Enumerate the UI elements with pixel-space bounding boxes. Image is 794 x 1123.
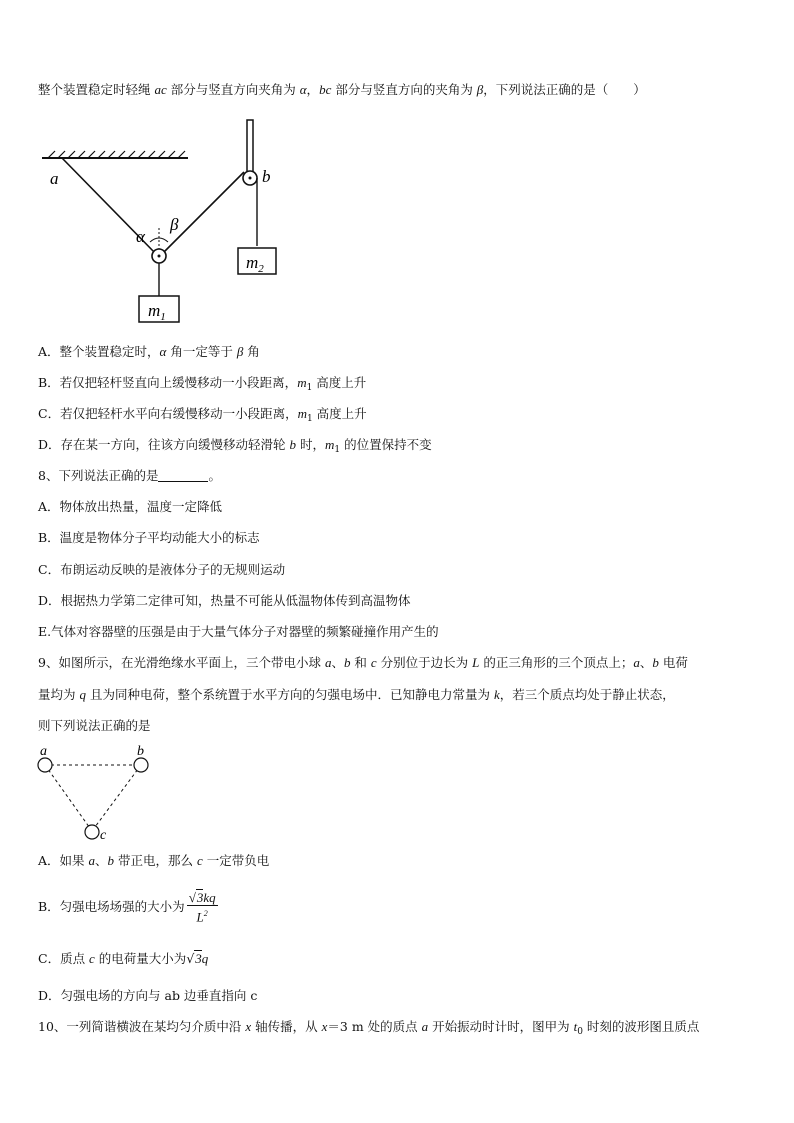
q7-option-c: C．若仅把轻杆水平向右缓慢移动一小段距离，$m_1$ 高度上升 [38,406,367,424]
q8-option-d: D．根据热力学第二定律可知，热量不可能从低温物体传到高温物体 [38,593,411,608]
q7-stem: 整个装置稳定时轻绳 ac 部分与竖直方向夹角为 α，bc 部分与竖直方向的夹角为 β，下列说法正确的是（ ） [38,82,646,97]
label-a: a [40,744,47,759]
q8-option-b: B．温度是物体分子平均动能大小的标志 [38,530,260,545]
answer-blank [158,469,208,482]
label-alpha: α [136,227,145,246]
q7-option-a: A．整个装置稳定时，α 角一定等于 β 角 [38,344,260,359]
label-m2: m [246,253,259,272]
label-b: b [262,167,271,186]
q7-option-b: B．若仅把轻杆竖直向上缓慢移动一小段距离，$m_1$ 高度上升 [38,375,367,393]
svg-text:m2: $m_2$ [246,253,264,275]
q9-option-a: A．如果 a、b 带正电，那么 c 一定带负电 [38,853,270,868]
q10-stem: 10、一列简谐横波在某均匀介质中沿 x 轴传播，从 x＝3 m 处的质点 a 开始振动时计时，图甲为 $t_0$ 时刻的波形图且质点 [38,1019,700,1037]
label-m1: m [148,301,161,320]
field-strength-fraction: $\frac{√3kq}{L^2}$ [188,890,216,925]
q9-triangle-figure [34,742,164,842]
q9-stem-line3: 则下列说法正确的是 [38,718,151,733]
label-c: c [100,828,107,842]
q9-stem-line2: 量均为 q 且为同种电荷，整个系统置于水平方向的匀强电场中．已知静电力常量为 k，若三个质点均处于静止状态， [38,687,675,702]
q8-option-e: E.气体对容器壁的压强是由于大量气体分子对器壁的频繁碰撞作用产生的 [38,624,439,639]
q9-option-d: D．匀强电场的方向与 ab 边垂直指向 c [38,988,258,1003]
q9-option-c: C．质点 c 的电荷量大小为√3q [38,951,209,966]
svg-text:m1: $m_1$ [148,301,166,323]
q7-option-d: D．存在某一方向，往该方向缓慢移动轻滑轮 b 时，$m_1$ 的位置保持不变 [38,437,432,455]
label-beta: β [170,215,179,234]
q7-pulley-figure [38,118,288,328]
q9-option-b: B．匀强电场场强的大小为 $\frac{√3kq}{L^2}$ [38,890,216,925]
label-b: b [137,744,144,759]
label-a: a [50,169,59,188]
q9-stem-line1: 9、如图所示，在光滑绝缘水平面上，三个带电小球 a、b 和 c 分别位于边长为 L 的正三角形的三个顶点上；a、b 电荷 [38,655,688,670]
q8-stem: 8、下列说法正确的是 。 [38,468,221,483]
q8-option-c: C．布朗运动反映的是液体分子的无规则运动 [38,562,286,577]
q8-option-a: A．物体放出热量，温度一定降低 [38,499,223,514]
